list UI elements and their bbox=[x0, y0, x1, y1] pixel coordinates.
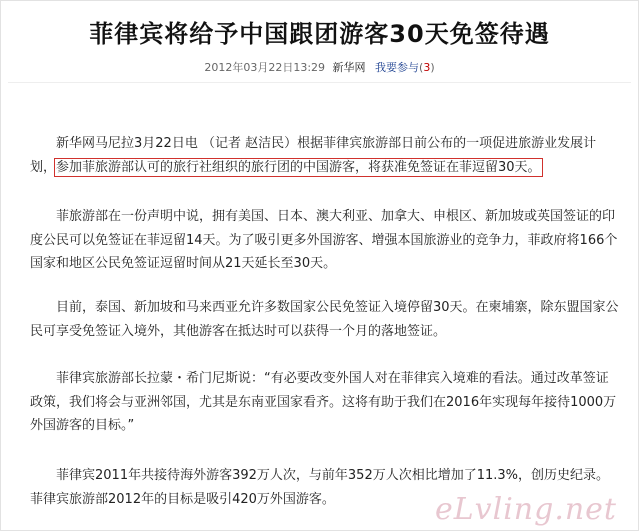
comment-link[interactable]: 我要参与 bbox=[375, 61, 420, 74]
watermark: eLvling.net bbox=[434, 492, 617, 527]
publish-datetime: 2012年03月22日13:29 bbox=[204, 61, 326, 74]
comment-count[interactable]: 3 bbox=[423, 61, 431, 74]
paragraph-4: 菲律宾旅游部长拉蒙・希门尼斯说：“有必要改变外国人对在菲律宾入境难的看法。通过改革签证政策，我们将会与亚洲邻国，尤其是东南亚国家看齐。这将有助于我们在2016年实现每年接待1000万外国游客的目标。” bbox=[30, 371, 617, 433]
article-meta bbox=[0, 59, 639, 75]
highlighted-sentence: 参加菲旅游部认可的旅行社组织的旅行团的中国游客，将获准免签证在菲逗留30天。 bbox=[56, 159, 541, 175]
paragraph-1-text: 新华网马尼拉3月22日电 （记者 赵洁民）根据菲律宾旅游部日前公布的一项促进旅游业发展计划， bbox=[30, 136, 597, 175]
paragraph-5: 菲律宾2011年共接待海外游客392万人次，与前年352万人次相比增加了11.3%，创历史纪录。菲律宾旅游部2012年的目标是吸引420万外国游客。 bbox=[30, 468, 610, 507]
article-title: 菲律宾将给予中国跟团游客30天免签待遇 bbox=[89, 20, 550, 48]
paragraph-1 bbox=[30, 132, 620, 179]
source-name[interactable]: 新华网 bbox=[332, 61, 366, 74]
comment-count-open: ( bbox=[419, 61, 424, 74]
paragraph-3: 目前，泰国、新加坡和马来西亚允许多数国家公民免签证入境停留30天。在柬埔寨，除东盟国家公民可享受免签证入境外，其他游客在抵达时可以获得一个月的落地签证。 bbox=[30, 300, 619, 339]
divider bbox=[8, 82, 631, 83]
paragraph-2: 菲旅游部在一份声明中说，拥有美国、日本、澳大利亚、加拿大、申根区、新加坡或英国签证的印度公民可以免签证在菲逗留14天。为了吸引更多外国游客、增强本国旅游业的竞争力，菲政府将166个国家和地区公民免签证逗留时间从21天延长至30天。 bbox=[30, 209, 618, 271]
comment-count-close: ) bbox=[430, 61, 435, 74]
